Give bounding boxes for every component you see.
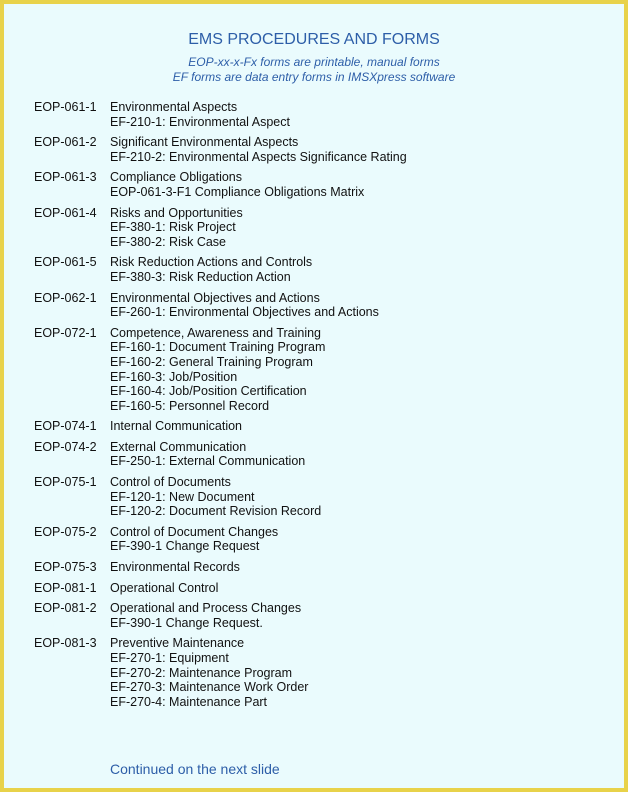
subtitle-printable-forms: EOP-xx-x-Fx forms are printable, manual forms [188, 55, 440, 69]
procedure-title: Operational and Process Changes [110, 601, 302, 616]
procedure-title: Risk Reduction Actions and Controls [110, 255, 313, 270]
procedure-code: EOP-075-3 [34, 560, 97, 575]
form-item: EF-210-1: Environmental Aspect [110, 114, 290, 129]
form-item: EF-270-1: Equipment [110, 651, 229, 665]
form-item: EF-380-3: Risk Reduction Action [110, 269, 291, 284]
procedure-code: EOP-061-3 [34, 170, 97, 185]
procedure-title: Competence, Awareness and Training [110, 325, 322, 340]
procedure-title: Risks and Opportunities [110, 205, 243, 220]
procedure-lines [110, 100, 290, 129]
procedure-title: Operational Control [110, 580, 219, 595]
procedure-title: Environmental Objectives and Actions [110, 290, 320, 305]
procedure-list [34, 100, 594, 715]
procedure-row [34, 135, 594, 164]
procedure-lines [110, 291, 379, 320]
slide-frame [4, 4, 624, 788]
procedure-row [34, 170, 594, 199]
form-item: EF-260-1: Environmental Objectives and Actions [110, 305, 379, 320]
form-item: EF-160-3: Job/Position [110, 369, 238, 384]
procedure-code: EOP-074-1 [34, 419, 97, 434]
procedure-title: Preventive Maintenance [110, 636, 245, 651]
procedure-title: Significant Environmental Aspects [110, 135, 299, 150]
procedure-row [34, 440, 594, 469]
procedure-code: EOP-075-1 [34, 475, 97, 490]
form-item: EF-270-3: Maintenance Work Order [110, 680, 309, 695]
procedure-row [34, 326, 594, 414]
page-title: EMS PROCEDURES AND FORMS [188, 31, 440, 48]
procedure-row [34, 100, 594, 129]
form-item: EF-390-1 Change Request. [110, 615, 263, 630]
form-item: EF-380-2: Risk Case [110, 234, 227, 249]
form-item: EF-250-1: External Communication [110, 454, 306, 469]
procedure-code: EOP-075-2 [34, 524, 97, 539]
form-item: EF-120-1: New Document [110, 489, 255, 504]
procedure-row [34, 206, 594, 250]
form-item: EF-390-1 Change Request [110, 539, 260, 554]
procedure-code: EOP-061-5 [34, 255, 97, 270]
form-item: EF-160-1: Document Training Program [110, 340, 326, 355]
form-item: EF-270-4: Maintenance Part [110, 694, 268, 709]
procedure-row [34, 601, 594, 630]
procedure-title: Compliance Obligations [110, 170, 243, 185]
subtitle-data-entry-forms: EF forms are data entry forms in IMSXpress software [172, 70, 456, 84]
procedure-lines [110, 206, 243, 250]
procedure-lines [110, 581, 218, 596]
procedure-row [34, 581, 594, 596]
form-item: EF-380-1: Risk Project [110, 220, 236, 235]
procedure-row [34, 560, 594, 575]
form-item: EF-160-2: General Training Program [110, 354, 313, 369]
procedure-code: EOP-072-1 [34, 325, 97, 340]
procedure-code: EOP-062-1 [34, 290, 97, 305]
procedure-row [34, 255, 594, 284]
form-item: EF-120-2: Document Revision Record [110, 504, 322, 519]
procedure-lines [110, 601, 301, 630]
procedure-title: Control of Documents [110, 475, 231, 490]
procedure-code: EOP-081-3 [34, 636, 97, 651]
procedure-lines [110, 525, 278, 554]
procedure-row [34, 525, 594, 554]
procedure-lines [110, 560, 240, 575]
procedure-title: Internal Communication [110, 419, 243, 434]
form-item: EF-210-2: Environmental Aspects Significance Rating [110, 149, 407, 164]
procedure-lines [110, 135, 407, 164]
procedure-lines [110, 170, 364, 199]
procedure-lines [110, 419, 242, 434]
procedure-code: EOP-061-4 [34, 205, 97, 220]
procedure-lines [110, 475, 321, 519]
form-item: EF-270-2: Maintenance Program [110, 665, 293, 680]
procedure-title: External Communication [110, 439, 247, 454]
procedure-title: Environmental Records [110, 560, 240, 575]
procedure-code: EOP-081-1 [34, 580, 97, 595]
procedure-row [34, 419, 594, 434]
procedure-row [34, 475, 594, 519]
form-item: EF-160-5: Personnel Record [110, 398, 270, 413]
procedure-lines [110, 255, 312, 284]
procedure-row [34, 636, 594, 709]
procedure-lines [110, 440, 305, 469]
procedure-code: EOP-081-2 [34, 601, 97, 616]
form-item: EOP-061-3-F1 Compliance Obligations Matrix [110, 184, 365, 199]
procedure-title: Environmental Aspects [110, 100, 238, 114]
procedure-lines [110, 326, 325, 414]
procedure-code: EOP-061-1 [34, 100, 97, 114]
procedure-row [34, 291, 594, 320]
procedure-lines [110, 636, 308, 709]
form-item: EF-160-4: Job/Position Certification [110, 384, 307, 399]
procedure-code: EOP-074-2 [34, 439, 97, 454]
procedure-title: Control of Document Changes [110, 524, 279, 539]
procedure-code: EOP-061-2 [34, 135, 97, 150]
continued-note: Continued on the next slide [110, 761, 280, 777]
